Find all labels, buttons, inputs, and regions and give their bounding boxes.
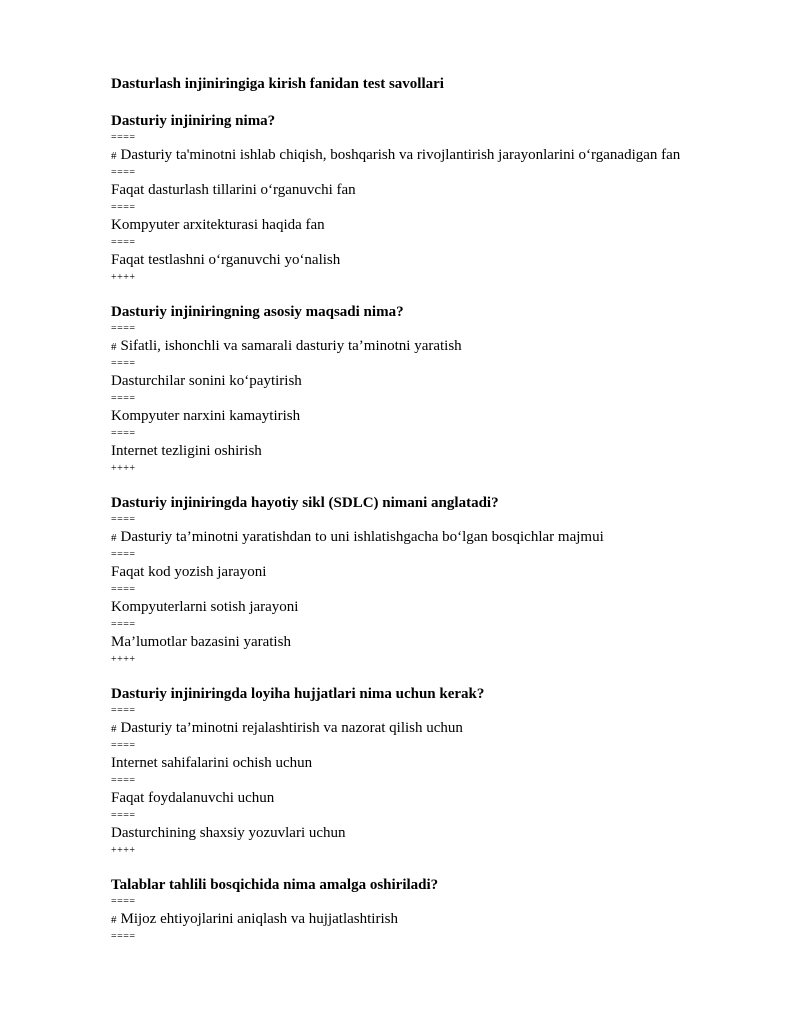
answer-option-correct (111, 335, 760, 357)
answer-option: Internet tezligini oshirish (111, 443, 262, 459)
answer-option: Ma’lumotlar bazasini yaratish (111, 634, 291, 650)
answer-text: Dasturiy ta’minotni yaratishdan to uni ishlatishgacha bo‘lgan bosqichlar majmui (120, 529, 604, 545)
separator: ==== (111, 202, 136, 213)
question-text: Talablar tahlili bosqichida nima amalga oshiriladi? (111, 877, 439, 893)
separator: ==== (111, 167, 136, 178)
answer-text: Mijoz ehtiyojlarini aniqlash va hujjatlashtirish (120, 911, 398, 927)
separator: ==== (111, 810, 136, 821)
separator: ==== (111, 237, 136, 248)
separator: ==== (111, 323, 136, 334)
answer-option: Kompyuter narxini kamaytirish (111, 408, 301, 424)
correct-marker: # (111, 341, 117, 353)
question-block (111, 111, 760, 284)
answer-text: Sifatli, ishonchli va samarali dasturiy ta’minotni yaratish (120, 338, 462, 354)
document-title: Dasturlash injiniringiga kirish fanidan test savollari (111, 76, 444, 92)
question-text: Dasturiy injiniringning asosiy maqsadi nima? (111, 304, 404, 320)
end-marker: ++++ (111, 654, 136, 665)
end-marker: ++++ (111, 463, 136, 474)
separator: ==== (111, 584, 136, 595)
question-block (111, 875, 760, 943)
answer-option: Dasturchining shaxsiy yozuvlari uchun (111, 825, 346, 841)
question-text: Dasturiy injiniringda hayotiy sikl (SDLC) nimani anglatadi? (111, 495, 499, 511)
end-marker: ++++ (111, 845, 136, 856)
end-marker: ++++ (111, 272, 136, 283)
separator: ==== (111, 393, 136, 404)
separator: ==== (111, 132, 136, 143)
separator: ==== (111, 514, 136, 525)
answer-option: Kompyuterlarni sotish jarayoni (111, 599, 299, 615)
answer-option: Faqat foydalanuvchi uchun (111, 790, 275, 806)
separator: ==== (111, 358, 136, 369)
question-block (111, 493, 760, 666)
separator: ==== (111, 896, 136, 907)
answer-text: Dasturiy ta'minotni ishlab chiqish, boshqarish va rivojlantirish jarayonlarini o‘rganadigan fan (120, 147, 681, 163)
answer-option: Faqat kod yozish jarayoni (111, 564, 267, 580)
answer-option: Dasturchilar sonini ko‘paytirish (111, 373, 302, 389)
correct-marker: # (111, 150, 117, 162)
answer-option: Kompyuter arxitekturasi haqida fan (111, 217, 325, 233)
answer-option-correct (111, 144, 760, 166)
separator: ==== (111, 428, 136, 439)
answer-option-correct (111, 717, 760, 739)
separator: ==== (111, 705, 136, 716)
answer-option: Faqat testlashni o‘rganuvchi yo‘nalish (111, 252, 341, 268)
correct-marker: # (111, 723, 117, 735)
answer-option: Faqat dasturlash tillarini o‘rganuvchi fan (111, 182, 356, 198)
question-text: Dasturiy injiniringda loyiha hujjatlari nima uchun kerak? (111, 686, 485, 702)
question-block (111, 684, 760, 857)
answer-option-correct (111, 526, 760, 548)
answer-text: Dasturiy ta’minotni rejalashtirish va nazorat qilish uchun (120, 720, 463, 736)
correct-marker: # (111, 914, 117, 926)
answer-option: Internet sahifalarini ochish uchun (111, 755, 313, 771)
separator: ==== (111, 931, 136, 942)
answer-option-correct (111, 908, 760, 930)
separator: ==== (111, 619, 136, 630)
separator: ==== (111, 775, 136, 786)
question-text: Dasturiy injiniring nima? (111, 113, 276, 129)
correct-marker: # (111, 532, 117, 544)
separator: ==== (111, 549, 136, 560)
separator: ==== (111, 740, 136, 751)
question-block (111, 302, 760, 475)
